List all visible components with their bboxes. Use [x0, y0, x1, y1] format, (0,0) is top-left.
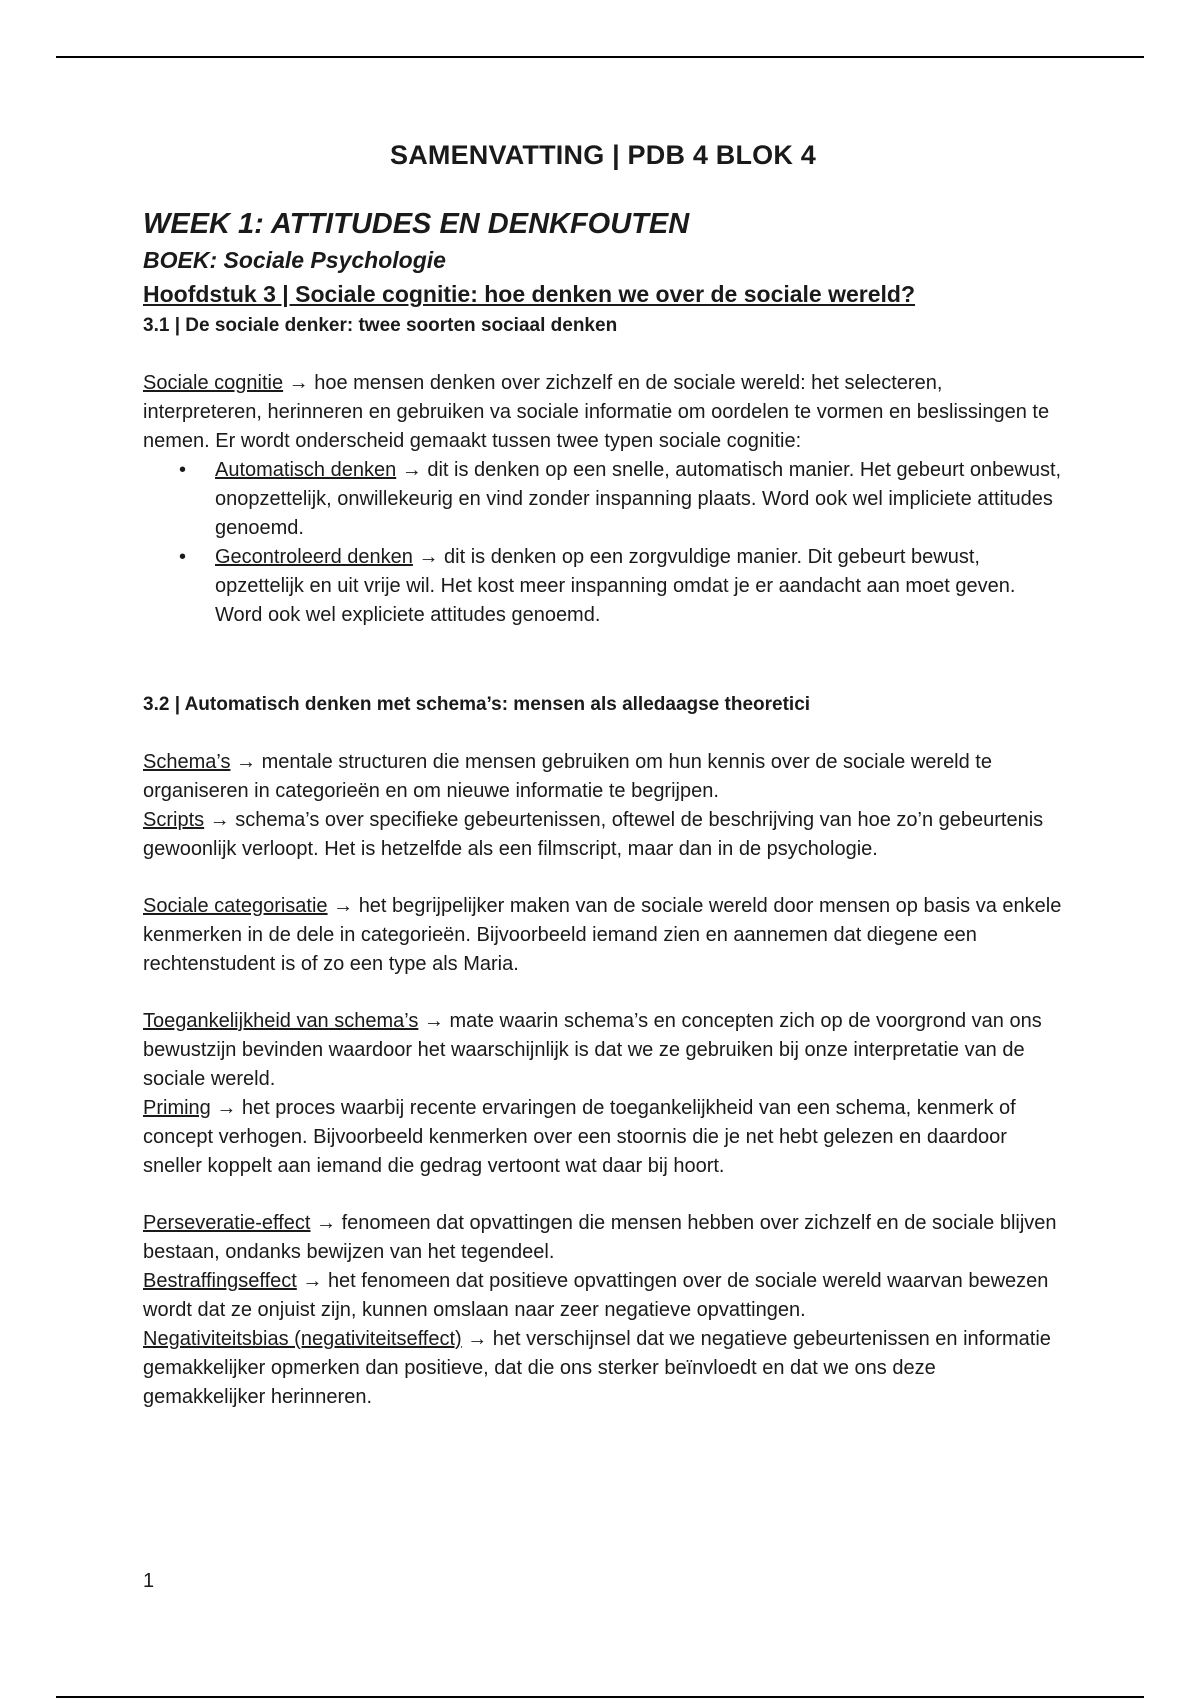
definition-schemas: [143, 748, 1063, 806]
definition-scripts: [143, 806, 1063, 864]
definition-text: mate waarin schema’s en concepten zich op de voorgrond van ons bewustzijn bevinden waardoor het waarschijnlijk is dat we ze gebruiken bij onze interpretatie van de sociale wereld.: [143, 1010, 1042, 1090]
list-item: [179, 456, 1063, 543]
arrow-icon: →: [210, 1097, 242, 1119]
book-heading: BOEK: Sociale Psychologie: [143, 247, 446, 273]
arrow-icon: →: [230, 751, 262, 773]
definition-text: dit is denken op een snelle, automatisch manier. Het gebeurt onbewust, onopzettelijk, onwillekeurig en vind zonder inspanning plaats. Word ook wel impliciete attitudes genoemd.: [215, 459, 1062, 539]
header-rule: [56, 56, 1144, 58]
arrow-icon: →: [296, 1270, 328, 1292]
week-heading: WEEK 1: ATTITUDES EN DENKFOUTEN: [143, 208, 690, 240]
bullet-icon: •: [179, 459, 187, 481]
page-number: 1: [143, 1570, 155, 1592]
definition-text: het begrijpelijker maken van de sociale wereld door mensen op basis va enkele kenmerken in de dele in categorieën. Bijvoorbeeld iemand zien en aannemen dat diegene een rechtenstudent is of zo een type als Maria.: [143, 895, 1062, 975]
definition-text: het proces waarbij recente ervaringen de toegankelijkheid van een schema, kenmerk of concept verhogen. Bijvoorbeeld kenmerken over een stoornis die je net hebt gelezen en daardoor sneller koppelt aan iemand die gedrag vertoont wat daar bij hoort.: [143, 1097, 1016, 1177]
arrow-icon: →: [396, 459, 428, 481]
arrow-icon: →: [327, 895, 359, 917]
list-item: [179, 543, 1063, 630]
definition-text: dit is denken op een zorgvuldige manier. Dit gebeurt bewust, opzettelijk en uit vrije wil. Het kost meer inspanning omdat je er aandacht aan moet geven. Word ook wel expliciete attitudes genoemd.: [215, 546, 1016, 626]
term-automatisch-denken: Automatisch denken: [215, 459, 397, 481]
definition-bestraffingseffect: [143, 1267, 1063, 1325]
term-toegankelijkheid: Toegankelijkheid van schema’s: [143, 1010, 419, 1032]
term-negativiteitsbias: Negativiteitsbias (negativiteitseffect): [143, 1328, 462, 1350]
document-title: SAMENVATTING | PDB 4 BLOK 4: [390, 140, 816, 170]
term-sociale-cognitie: Sociale cognitie: [143, 372, 284, 394]
arrow-icon: →: [461, 1328, 493, 1350]
term-sociale-categorisatie: Sociale categorisatie: [143, 895, 328, 917]
bullet-list: [143, 456, 1063, 630]
term-scripts: Scripts: [143, 809, 205, 831]
document-page: [143, 140, 1063, 1412]
definition-text: mentale structuren die mensen gebruiken om hun kennis over de sociale wereld te organiseren in categorieën en om nieuwe informatie te begrijpen.: [143, 751, 992, 802]
definition-sociale-cognitie: [143, 369, 1063, 456]
definition-priming: [143, 1094, 1063, 1181]
definition-text: hoe mensen denken over zichzelf en de sociale wereld: het selecteren, interpreteren, herinneren en gebruiken va sociale informatie om oordelen te vormen en beslissingen te nemen. Er wordt onderscheid gemaakt tussen twee typen sociale cognitie:: [143, 372, 1050, 452]
arrow-icon: →: [204, 809, 236, 831]
definition-negativiteitsbias: [143, 1325, 1063, 1412]
definition-perseveratie-effect: [143, 1209, 1063, 1267]
term-schemas: Schema’s: [143, 751, 231, 773]
definition-toegankelijkheid: [143, 1007, 1063, 1094]
chapter-heading: Hoofdstuk 3 | Sociale cognitie: hoe denken we over de sociale wereld?: [143, 281, 916, 307]
definition-text: fenomeen dat opvattingen die mensen hebben over zichzelf en de sociale blijven bestaan, ondanks bewijzen van het tegendeel.: [143, 1212, 1057, 1263]
arrow-icon: →: [310, 1212, 342, 1234]
arrow-icon: →: [418, 1010, 450, 1032]
term-priming: Priming: [143, 1097, 211, 1119]
definition-sociale-categorisatie: [143, 892, 1063, 979]
bullet-icon: •: [179, 546, 187, 568]
term-gecontroleerd-denken: Gecontroleerd denken: [215, 546, 413, 568]
term-perseveratie-effect: Perseveratie-effect: [143, 1212, 311, 1234]
definition-text: schema’s over specifieke gebeurtenissen, oftewel de beschrijving van hoe zo’n gebeurtenis gewoonlijk verloopt. Het is hetzelfde als een filmscript, maar dan in de psychologie.: [143, 809, 1044, 860]
footer-rule: [56, 1696, 1144, 1698]
arrow-icon: →: [412, 546, 445, 568]
section-heading-3-1: 3.1 | De sociale denker: twee soorten sociaal denken: [143, 315, 618, 336]
arrow-icon: →: [283, 372, 315, 394]
definition-text: het verschijnsel dat we negatieve gebeurtenissen en informatie gemakkelijker opmerken dan positieve, dat die ons sterker beïnvloedt en dat we ons deze gemakkelijker herinneren.: [143, 1328, 1051, 1408]
term-bestraffingseffect: Bestraffingseffect: [143, 1270, 297, 1292]
definition-text: het fenomeen dat positieve opvattingen over de sociale wereld waarvan bewezen wordt dat ze onjuist zijn, kunnen omslaan naar zeer negatieve opvattingen.: [143, 1270, 1049, 1321]
section-heading-3-2: 3.2 | Automatisch denken met schema’s: mensen als alledaagse theoretici: [143, 694, 811, 715]
